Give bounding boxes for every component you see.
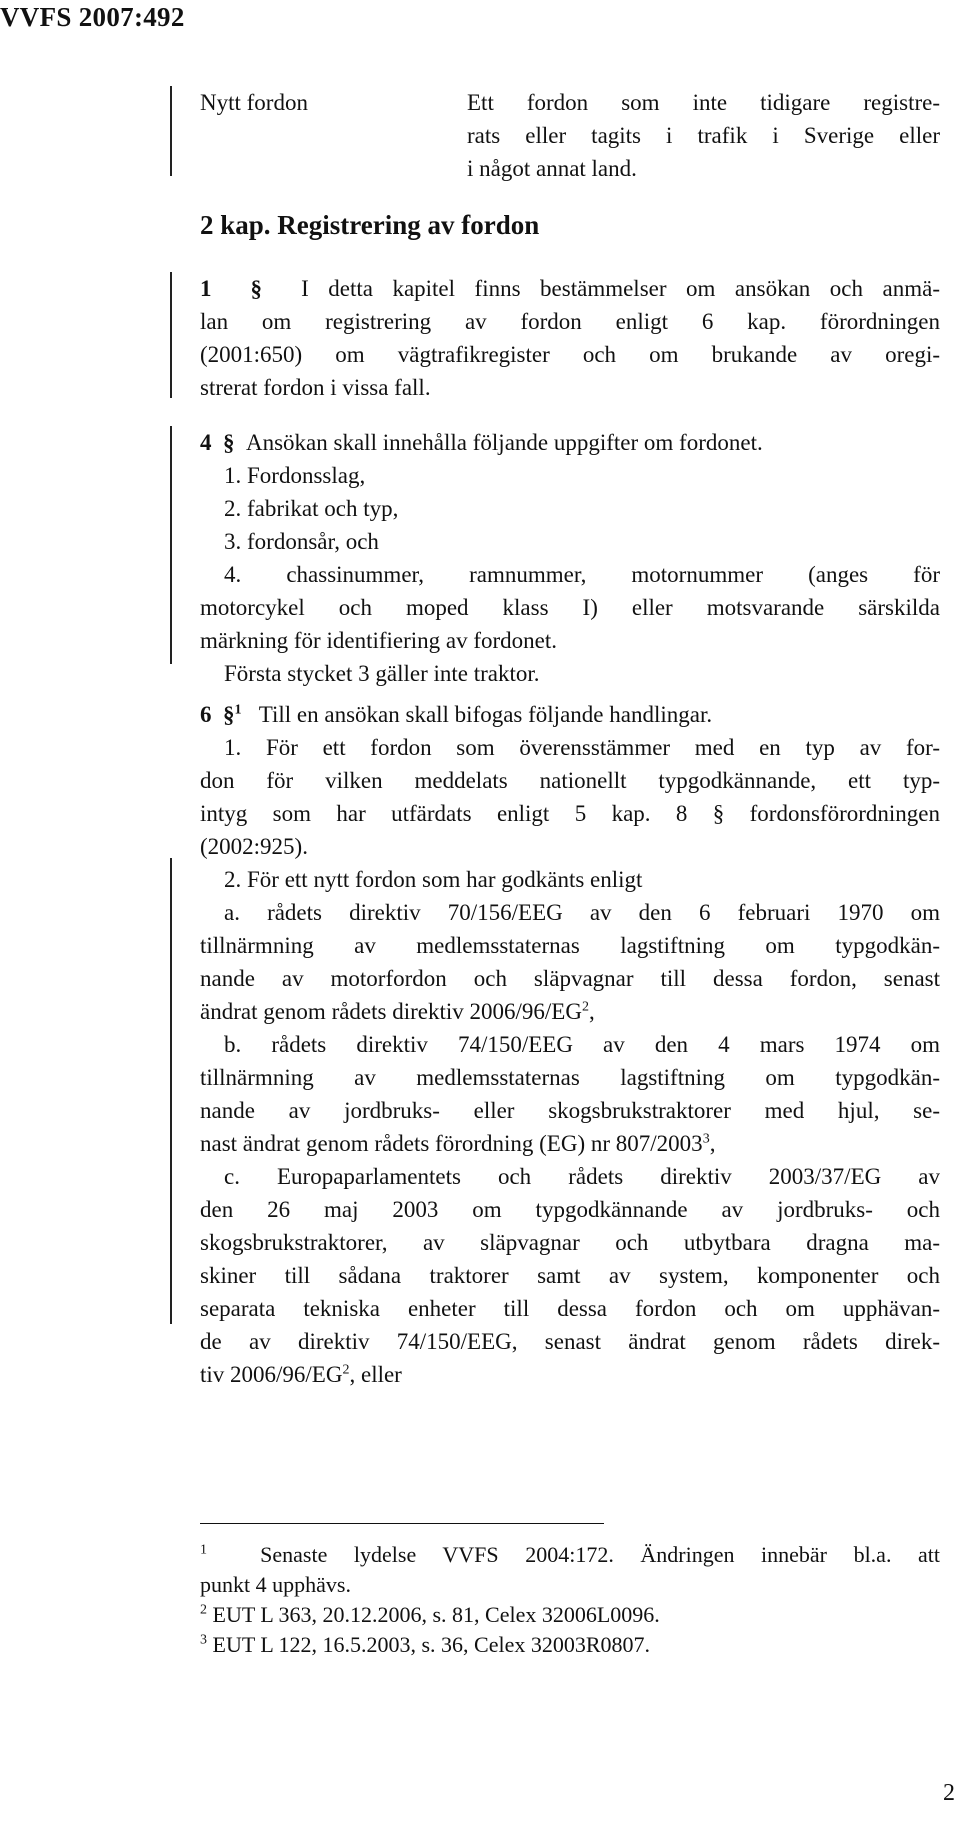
section-1-line: (2001:650) om vägtrafikregister och om brukande av oregi- <box>200 342 940 367</box>
section-1 <box>200 272 940 404</box>
footnotes <box>200 1540 940 1660</box>
footnote-3: $^3$ EUT L 122, 16.5.2003, s. 36, Celex 32003R0807. <box>200 1632 651 1657</box>
footnote-1: $^1$ Senaste lydelse VVFS 2004:172. Ändringen innebär bl.a. att <box>200 1542 941 1567</box>
item-c-line: c. Europaparlamentets och rådets direktiv 2003/37/EG av <box>224 1164 940 1189</box>
document-header: VVFS 2007:492 <box>0 2 185 32</box>
section-symbol: § <box>223 430 235 455</box>
list-item: 4. chassinummer, ramnummer, motornummer (anges för <box>224 562 940 587</box>
paragraph-line: (2002:925). <box>200 834 308 859</box>
item-a-line: a. rådets direktiv 70/156/EEG av den 6 februari 1970 om <box>224 900 940 925</box>
item-a-line: tillnärmning av medlemsstaternas lagstiftning om typgodkän- <box>200 933 940 958</box>
list-item: 1. Fordonsslag, <box>224 463 366 488</box>
page-number: 2 <box>943 1780 955 1806</box>
footnote-1-cont: punkt 4 upphävs. <box>200 1572 351 1597</box>
item-b-line: tillnärmning av medlemsstaternas lagstiftning om typgodkän- <box>200 1065 940 1090</box>
definition-line: rats eller tagits i trafik i Sverige eller <box>467 123 940 148</box>
section-number: 1 <box>200 276 212 301</box>
paragraph-line: 1. För ett fordon som överensstämmer med en typ av for- <box>224 735 940 760</box>
item-b-line: nande av jordbruks- eller skogsbrukstraktorer med hjul, se- <box>200 1098 940 1123</box>
item-c-line: tiv $2006/96/EG^2$, eller <box>200 1362 402 1387</box>
item-b-line: nast ändrat genom rådets förordning (EG) nr 807/2003$^3$, <box>200 1131 716 1156</box>
paragraph-line: 2. För ett nytt fordon som har godkänts enligt <box>224 867 643 892</box>
footnote-ref: 3 <box>702 1131 710 1147</box>
section-1-line: strerat fordon i vissa fall. <box>200 375 431 400</box>
section-4-note: Första stycket 3 gäller inte traktor. <box>224 661 540 686</box>
section-symbol: § <box>250 276 263 301</box>
section-number: 6 <box>200 702 212 727</box>
section-number: 4 <box>200 430 212 455</box>
item-b-line: b. rådets direktiv 74/150/EEG av den 4 mars 1974 om <box>224 1032 940 1057</box>
section-1-line: 1 § I detta kapitel finns bestämmelser om ansökan och anmä- <box>200 276 940 301</box>
footnote-ref: 2 <box>342 1362 350 1378</box>
item-c-line: skiner till sådana traktorer samt av system, komponenter och <box>200 1263 940 1288</box>
definition-text <box>467 86 940 185</box>
section-1-line: lan om registrering av fordon enligt 6 kap. förordningen <box>200 309 940 334</box>
list-item-cont: motorcykel och moped klass I) eller motsvarande särskilda <box>200 595 940 620</box>
section-4 <box>200 426 940 690</box>
item-c-line: den 26 maj 2003 om typgodkännande av jordbruks- och <box>200 1197 940 1222</box>
footnote-ref: 2 <box>581 999 589 1015</box>
list-item-cont: märkning för identifiering av fordonet. <box>200 628 558 653</box>
definition-line: i något annat land. <box>467 156 637 181</box>
section-symbol: § <box>223 702 235 727</box>
change-bar <box>170 272 172 398</box>
definition-term: Nytt fordon <box>200 90 308 115</box>
section-6-intro: 6 §$^1$ Till en ansökan skall bifogas följande handlingar. <box>200 702 713 727</box>
footnote-2: $^2$ EUT L 363, 20.12.2006, s. 81, Celex 32006L0096. <box>200 1602 660 1627</box>
paragraph-line: don för vilken meddelats nationellt typgodkännande, ett typ- <box>200 768 940 793</box>
list-item: 2. fabrikat och typ, <box>224 496 399 521</box>
change-bar <box>170 426 172 664</box>
item-c-line: de av direktiv 74/150/EEG, senast ändrat genom rådets direk- <box>200 1329 940 1354</box>
definition-line: Ett fordon som inte tidigare registre- <box>467 90 940 115</box>
chapter-heading: 2 kap. Registrering av fordon <box>200 210 540 240</box>
paragraph-line: intyg som har utfärdats enligt 5 kap. 8 § fordonsförordningen <box>200 801 940 826</box>
item-c-line: skogsbrukstraktorer, av släpvagnar och utbytbara dragna ma- <box>200 1230 940 1255</box>
item-c-line: separata tekniska enheter till dessa fordon och om upphävan- <box>200 1296 940 1321</box>
section-6 <box>200 698 940 1391</box>
change-bar <box>170 858 172 1324</box>
section-4-intro: 4 § Ansökan skall innehålla följande uppgifter om fordonet. <box>200 430 763 455</box>
footnote-ref: 1 <box>234 702 242 718</box>
change-bar <box>170 86 172 176</box>
item-a-line: nande av motorfordon och släpvagnar till dessa fordon, senast <box>200 966 940 991</box>
footnote-separator <box>200 1523 604 1524</box>
list-item: 3. fordonsår, och <box>224 529 379 554</box>
item-a-line: ändrat genom rådets direktiv $2006/96/EG^2$, <box>200 999 595 1024</box>
